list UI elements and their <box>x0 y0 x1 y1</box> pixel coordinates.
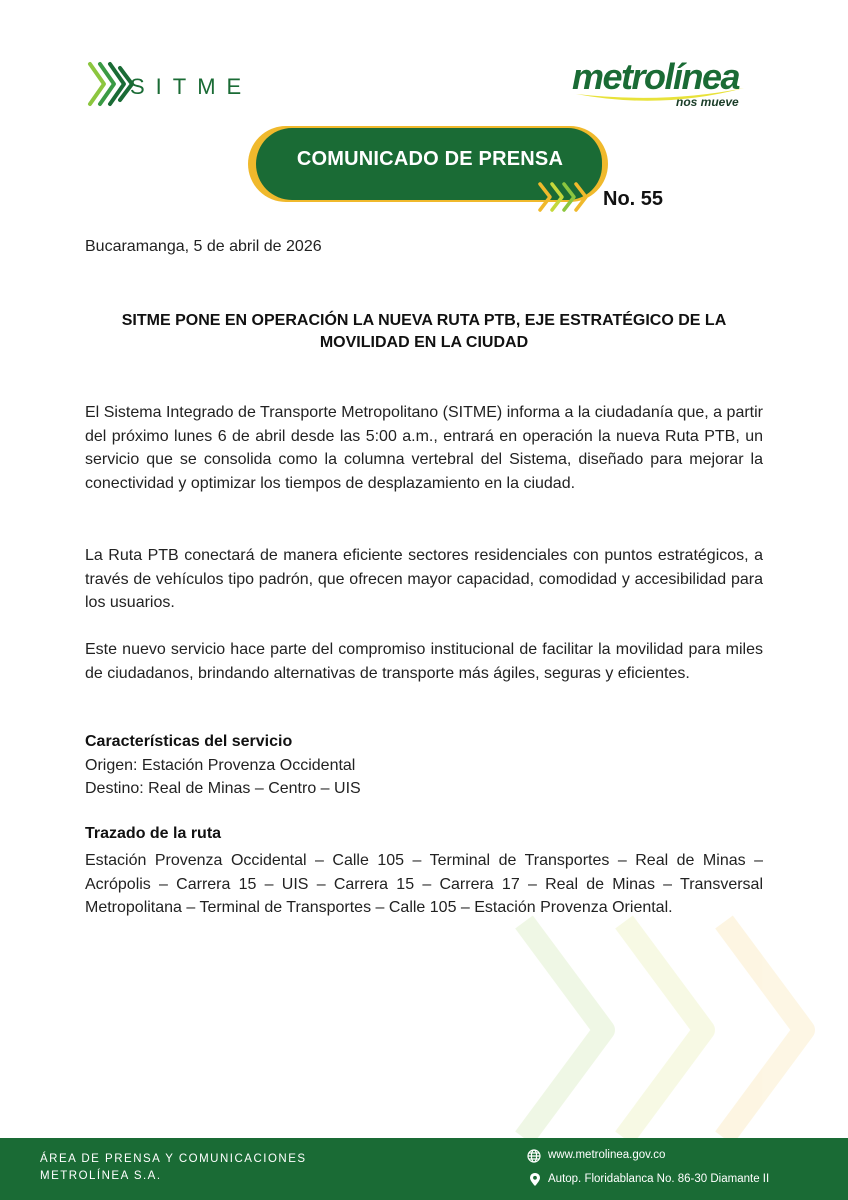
features-destination: Destino: Real de Minas – Centro – UIS <box>85 780 361 797</box>
paragraph-2: La Ruta PTB conectará de manera eficiente sectores residenciales con puntos estratégicos, a través de vehículos tipo padrón, que ofrecen mayor capacidad, comodidad y accesibilidad para los usuarios. <box>85 547 763 611</box>
issue-number: No. 55 <box>603 188 664 210</box>
footer-area-line1: ÁREA DE PRENSA Y COMUNICACIONES <box>40 1153 307 1165</box>
metrolinea-tagline: nos mueve <box>676 95 739 109</box>
footer-area-line2: METROLÍNEA S.A. <box>40 1170 162 1182</box>
headline: SITME PONE EN OPERACIÓN LA NUEVA RUTA PTB, EJE ESTRATÉGICO DE LA MOVILIDAD EN LA CIUDAD <box>121 312 727 351</box>
banner-title: COMUNICADO DE PRENSA <box>296 148 564 170</box>
footer-website-link[interactable]: www.metrolinea.gov.co <box>548 1149 666 1161</box>
paragraph-1: El Sistema Integrado de Transporte Metropolitano (SITME) informa a la ciudadanía que, a partir del próximo lunes 6 de abril desde las 5:00 a.m., entrará en operación la nueva Ruta PTB, un servicio que se consolida como la columna vertebral del Sistema, diseñado para mejorar la conectividad y optimizar los tiempos de desplazamiento en la ciudad. <box>85 404 763 492</box>
sitme-logo-text: SITME <box>130 74 253 99</box>
watermark-chevrons-icon <box>512 910 848 1150</box>
chevrons-icon <box>536 180 592 214</box>
globe-icon <box>527 1149 541 1163</box>
features-origin: Origen: Estación Provenza Occidental <box>85 757 356 774</box>
metrolinea-logo-text: metrolínea <box>572 56 740 97</box>
paragraph-3: Este nuevo servicio hace parte del compromiso institucional de facilitar la movilidad para miles de ciudadanos, brindando alternativas de transporte más ágiles, seguras y eficientes. <box>85 641 763 682</box>
features-title: Características del servicio <box>85 733 293 750</box>
route-title: Trazado de la ruta <box>85 825 222 842</box>
footer-address: Autop. Floridablanca No. 86-30 Diamante II <box>548 1173 770 1185</box>
footer-area <box>40 1151 307 1185</box>
location-pin-icon <box>529 1172 541 1187</box>
dateline: Bucaramanga, 5 de abril de 2026 <box>85 238 322 255</box>
route-text: Estación Provenza Occidental – Calle 105 – Terminal de Transportes – Real de Minas – Acrópolis – Carrera 15 – UIS – Carrera 15 – Carrera 17 – Real de Minas – Transversal Metropolitana – Terminal de Transportes – Calle 105 – Estación Provenza Oriental. <box>85 852 763 916</box>
